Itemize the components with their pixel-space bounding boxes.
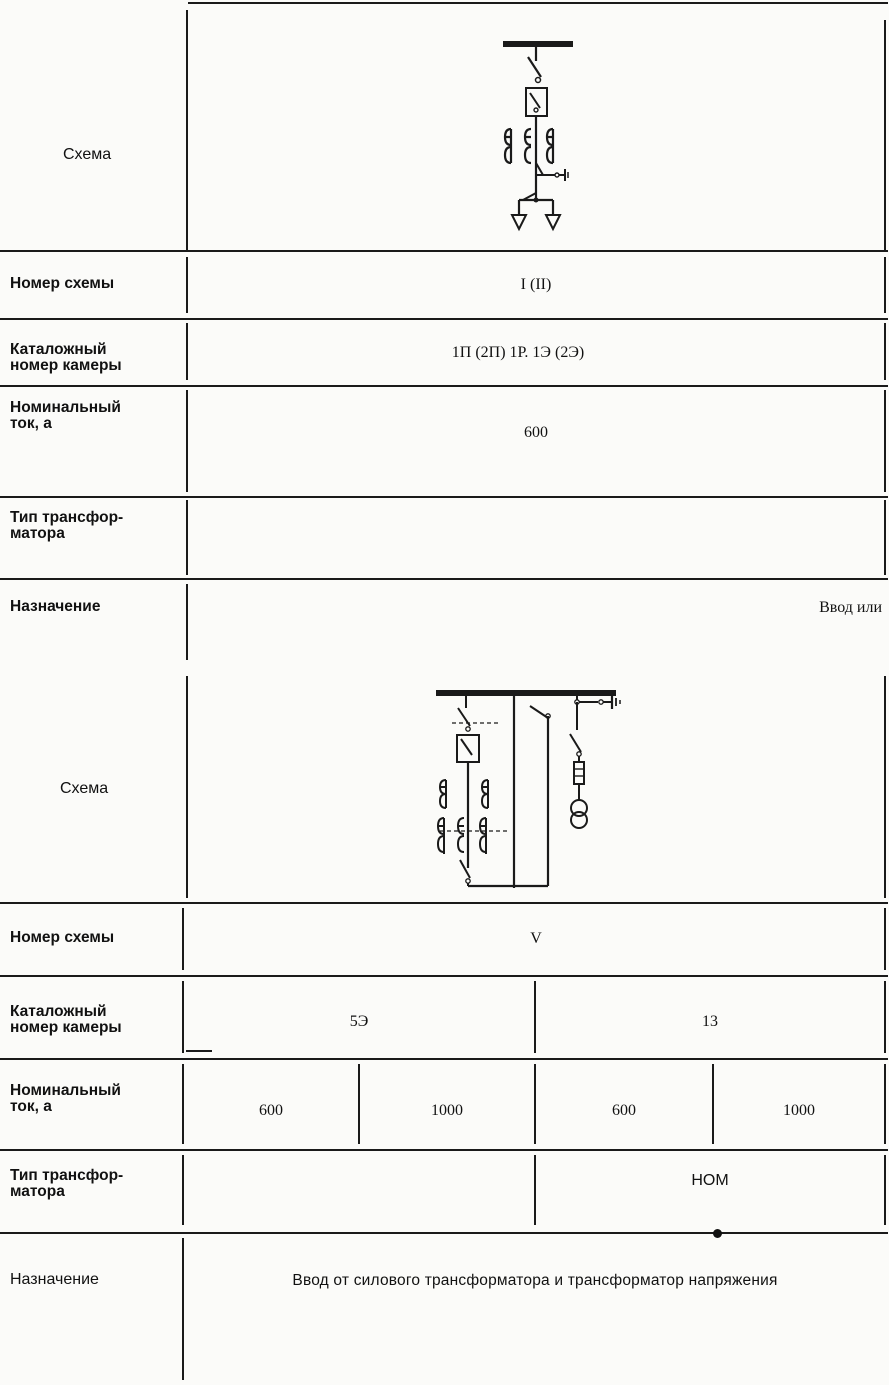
column-divider bbox=[884, 257, 886, 313]
column-divider bbox=[186, 500, 188, 575]
row-divider bbox=[0, 496, 888, 498]
rated-current-label-line1: Номинальный bbox=[10, 399, 121, 416]
rated-current-value-4: 1000 bbox=[783, 1102, 815, 1119]
rated-current-label-line2: ток, а bbox=[10, 1098, 52, 1115]
scheme-number-value: I (II) bbox=[520, 276, 552, 293]
stray-mark bbox=[186, 1050, 212, 1052]
purpose-value: Ввод от силового трансформатора и трансформатор напряжения bbox=[292, 1272, 778, 1289]
scheme-number-label: Номер схемы bbox=[10, 929, 115, 946]
catalog-number-label-line1: Каталожный bbox=[10, 341, 107, 358]
rated-current-value-2: 1000 bbox=[431, 1102, 463, 1119]
rated-current-value-1: 600 bbox=[259, 1102, 283, 1119]
column-divider bbox=[884, 323, 886, 380]
row-divider bbox=[0, 578, 888, 580]
column-divider bbox=[182, 1155, 184, 1225]
catalog-number-label-line2: номер камеры bbox=[10, 357, 122, 374]
transformer-type-value-2: НОМ bbox=[691, 1172, 729, 1189]
column-divider bbox=[884, 1064, 886, 1144]
circuit-diagram-2 bbox=[430, 690, 640, 890]
purpose-label: Назначение bbox=[10, 598, 101, 615]
row-divider bbox=[0, 250, 888, 252]
column-divider bbox=[182, 1238, 184, 1380]
purpose-label: Назначение bbox=[10, 1271, 99, 1288]
column-divider bbox=[884, 676, 886, 898]
row-divider bbox=[0, 902, 888, 904]
column-divider bbox=[186, 584, 188, 660]
row-divider bbox=[0, 385, 888, 387]
purpose-value: Ввод или bbox=[819, 599, 882, 616]
column-divider bbox=[186, 676, 188, 898]
scheme-number-label: Номер схемы bbox=[10, 275, 115, 292]
catalog-number-value-1: 5Э bbox=[349, 1013, 369, 1030]
catalog-number-value: 1П (2П) 1Р. 1Э (2Э) bbox=[451, 344, 585, 361]
catalog-number-label-line1: Каталожный bbox=[10, 1003, 107, 1020]
row-divider bbox=[0, 1232, 888, 1234]
transformer-type-label-line2: матора bbox=[10, 525, 65, 542]
schema-label: Схема bbox=[60, 780, 109, 797]
column-divider bbox=[186, 10, 188, 250]
circuit-diagram-1 bbox=[495, 35, 585, 240]
column-divider bbox=[884, 500, 886, 575]
row-divider bbox=[0, 1149, 888, 1151]
rated-current-value: 600 bbox=[524, 424, 548, 441]
rated-current-label-line1: Номинальный bbox=[10, 1082, 121, 1099]
row-divider bbox=[0, 975, 888, 977]
row-divider bbox=[188, 2, 888, 4]
row-divider bbox=[0, 1058, 888, 1060]
catalog-number-value-2: 13 bbox=[702, 1013, 718, 1030]
transformer-type-label-line1: Тип трансфор- bbox=[10, 509, 124, 526]
catalog-number-label-line2: номер камеры bbox=[10, 1019, 122, 1036]
column-divider bbox=[182, 908, 184, 970]
transformer-type-label-line1: Тип трансфор- bbox=[10, 1167, 124, 1184]
column-divider bbox=[534, 1155, 536, 1225]
column-divider bbox=[884, 908, 886, 970]
column-divider bbox=[884, 981, 886, 1053]
column-divider bbox=[884, 390, 886, 492]
rated-current-label-line2: ток, а bbox=[10, 415, 52, 432]
rated-current-value-3: 600 bbox=[612, 1102, 636, 1119]
ink-dot bbox=[713, 1229, 722, 1238]
row-divider bbox=[0, 318, 888, 320]
transformer-type-label-line2: матора bbox=[10, 1183, 65, 1200]
column-divider bbox=[884, 20, 886, 250]
scheme-number-value: V bbox=[530, 930, 542, 947]
column-divider bbox=[884, 1155, 886, 1225]
schema-label: Схема bbox=[63, 146, 112, 163]
